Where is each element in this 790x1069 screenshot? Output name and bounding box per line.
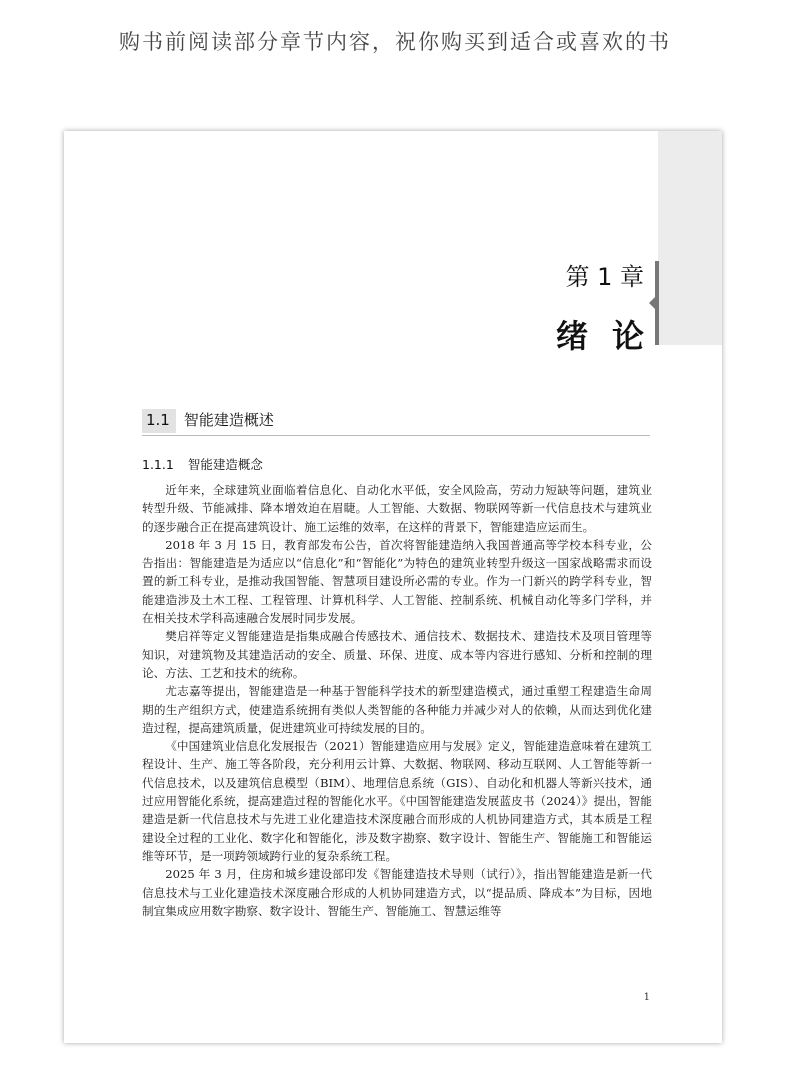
paragraph: 尤志嘉等提出，智能建造是一种基于智能科学技术的新型建造模式，通过重塑工程建造生命周期的生产组织方式，使建造系统拥有类似人类智能的各种能力并减少对人的依赖，从而达到优化建造过程，提高建筑质量，促进建筑业可持续发展的目的。 <box>142 684 652 735</box>
book-page <box>64 131 722 1043</box>
subsection-heading <box>142 455 263 473</box>
paragraph: 樊启祥等定义智能建造是指集成融合传感技术、通信技术、数据技术、建造技术及项目管理等知识，对建筑物及其建造活动的安全、质量、环保、进度、成本等内容进行感知、分析和控制的理论、方法、工艺和技术的统称。 <box>142 629 652 680</box>
page-number: 1 <box>643 992 650 1003</box>
paragraph: 近年来，全球建筑业面临着信息化、自动化水平低，安全风险高，劳动力短缺等问题，建筑业转型升级、节能减排、降本增效迫在眉睫。人工智能、大数据、物联网等新一代信息技术与建筑业的逐步融合正在提高建筑设计、施工运维的效率，在这样的背景下，智能建造应运而生。 <box>142 483 652 534</box>
section-title: 智能建造概述 <box>183 411 274 429</box>
section-heading <box>142 409 650 436</box>
chapter-tab-notch <box>649 297 655 309</box>
chapter-number: 第 1 章 <box>565 263 644 291</box>
subsection-title: 智能建造概念 <box>187 457 263 472</box>
body-text <box>142 481 652 920</box>
paragraph: 2025 年 3 月，住房和城乡建设部印发《智能建造技术导则（试行）》，指出智能建造是新一代信息技术与工业化建造技术深度融合形成的人机协同建造方式，以“提品质、降成本”为目标，因地制宜集成应用数字勘察、数字设计、智能生产、智能施工、智慧运维等 <box>142 867 652 918</box>
chapter-title: 绪论 <box>555 317 668 355</box>
preview-banner: 购书前阅读部分章节内容，祝你购买到适合或喜欢的书 <box>119 30 671 54</box>
paragraph: 《中国建筑业信息化发展报告（2021）智能建造应用与发展》定义，智能建造意味着在建筑工程设计、生产、施工等各阶段，充分利用云计算、大数据、物联网、移动互联网、人工智能等新一代信息技术，以及建筑信息模型（BIM）、地理信息系统（GIS）、自动化和机器人等新兴技术，通过应用智能化系统，提高建造过程的智能化水平。《中国智能建造发展蓝皮书（2024）》提出，智能建造是新一代信息技术与先进工业化建造技术深度融合而形成的人机协同建造方式，其本质是工程建设全过程的工业化、数字化和智能化，涉及数字勘察、数字设计、智能生产、智能施工和智能运维等环节，是一项跨领域跨行业的复杂系统工程。 <box>142 739 652 863</box>
paragraph: 2018 年 3 月 15 日，教育部发布公告，首次将智能建造纳入我国普通高等学校本科专业，公告指出：智能建造是为适应以“信息化”和“智能化”为特色的建筑业转型升级这一国家战略需求而设置的新工科专业，是推动我国智能、智慧项目建设所必需的专业。作为一门新兴的跨学科专业，智能建造涉及土木工程、工程管理、计算机科学、人工智能、控制系统、机械自动化等多门学科，并在相关技术学科高速融合发展时同步发展。 <box>142 537 652 626</box>
subsection-number: 1.1.1 <box>142 457 174 472</box>
section-number: 1.1 <box>142 409 176 433</box>
